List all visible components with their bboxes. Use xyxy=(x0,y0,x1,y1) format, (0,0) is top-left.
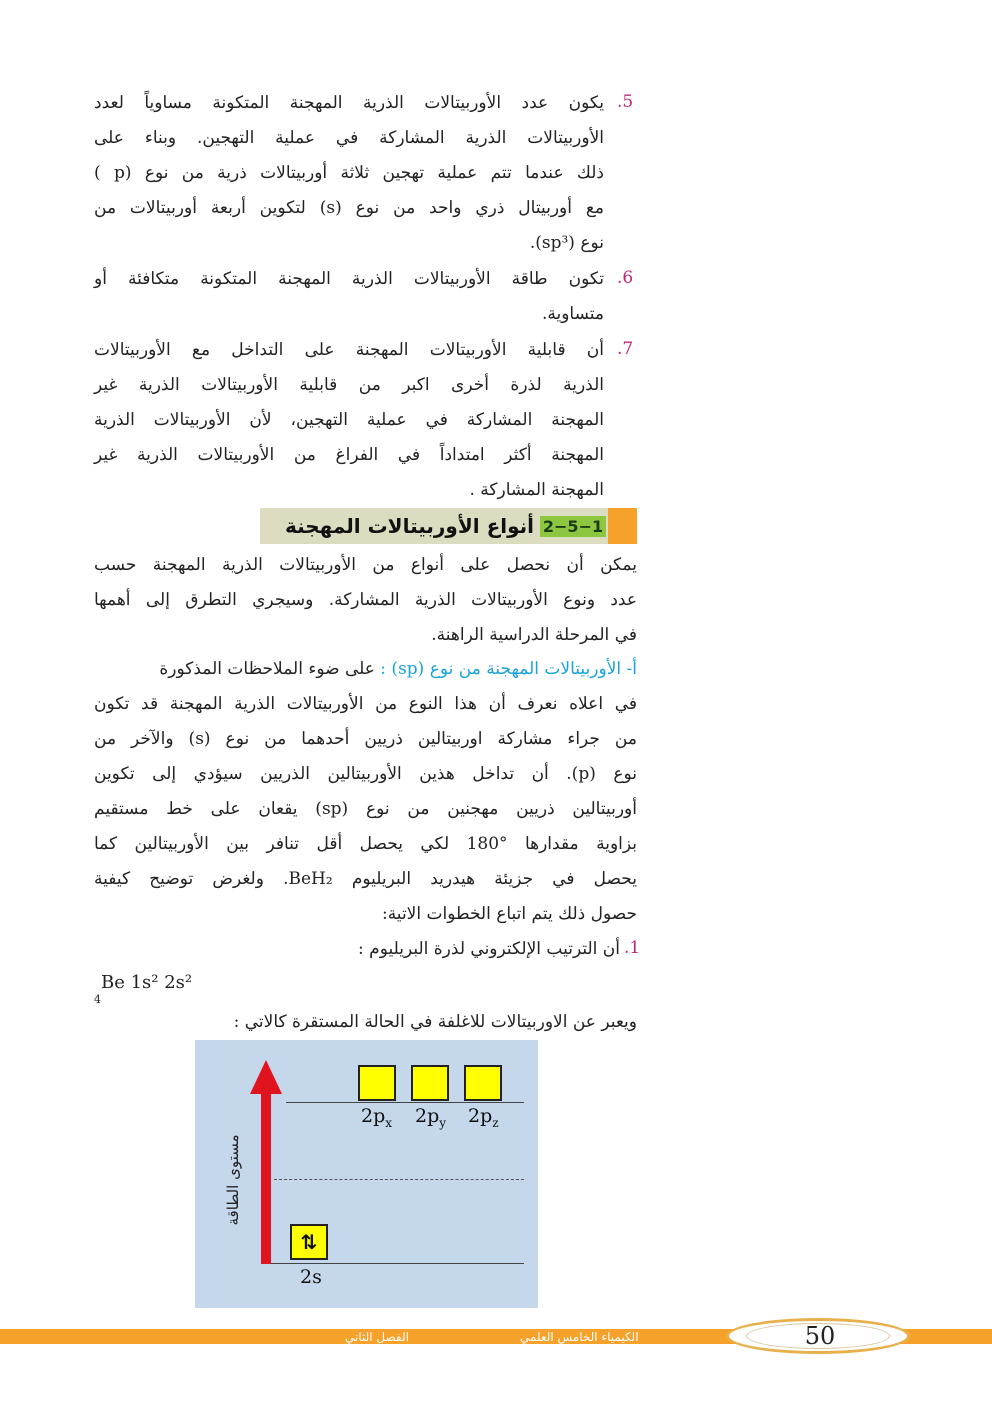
section-title: أنواع الأوربيتالات المهجنة xyxy=(284,514,534,538)
orbital-label-2py-main: 2p xyxy=(415,1105,440,1127)
electron-config-text: Be 1s² 2s² xyxy=(101,972,193,993)
item7-line4: المهجنة أكثر امتداداً في الفراغ من الأوربيتالات الذرية غير xyxy=(94,445,604,465)
item5-line2: الأوربيتالات الذرية المشاركة في عملية التهجين. وبناء على xyxy=(94,128,604,148)
subsection-first-line-rest: على ضوء الملاحظات المذكورة xyxy=(159,659,375,679)
y-axis-label-text: مستوى الطاقة xyxy=(224,1134,242,1226)
item5-line1: يكون عدد الأوربيتالات الذرية المهجنة المتكونة مساوياً لعدد xyxy=(94,93,604,113)
sub-line2: من جراء مشاركة اوربيتالين ذريين أحدهما من نوع (s) والآخر من xyxy=(94,729,637,749)
dashed-level-line xyxy=(274,1179,524,1180)
section-header-accent xyxy=(608,508,637,544)
intro-line2: عدد ونوع الأوربيتالات الذرية المشاركة. وسيجري التطرق إلى أهمها xyxy=(94,590,637,610)
s-level-line xyxy=(270,1263,524,1264)
item7-line5: المهجنة المشاركة . xyxy=(469,480,604,500)
item5-line4: مع أوربيتال ذري واحد من نوع (s) لتكوين أربعة أوربيتالات من xyxy=(94,198,604,218)
step1-number: .1 xyxy=(624,938,641,958)
page-number: 50 xyxy=(804,1322,836,1350)
item7-line1: أن قابلية الأوربيتالات المهجنة على التداخل مع الأوربيتالات xyxy=(94,340,604,360)
paired-electrons-icon: ⇅ xyxy=(300,1230,318,1254)
config-caption: ويعبر عن الاوربيتالات للاغلفة في الحالة المستقرة كالاتي : xyxy=(233,1012,637,1032)
footer-chapter: الفصل الثاني xyxy=(345,1330,409,1344)
orbital-label-2pz xyxy=(468,1105,499,1130)
item5-line5: نوع (sp³). xyxy=(529,233,604,253)
item6-line1: تكون طاقة الأوربيتالات الذرية المهجنة المتكونة متكافئة أو xyxy=(94,269,604,289)
orbital-label-2px-main: 2p xyxy=(361,1105,386,1127)
subsection-heading: أ- الأوربيتالات المهجنة من نوع (sp) : xyxy=(380,659,637,679)
intro-line3: في المرحلة الدراسية الراهنة. xyxy=(431,625,637,645)
item7-line2: الذرية لذرة أخرى اكبر من قابلية الأوربيتالات الذرية غير xyxy=(94,375,604,395)
y-axis-label xyxy=(207,1125,259,1235)
sub-line6: يحصل في جزيئة هيدريد البريليوم BeH₂. ولغرض توضيح كيفية xyxy=(94,869,637,889)
orbital-label-2px xyxy=(361,1105,392,1130)
atomic-number-subscript: 4 xyxy=(94,992,101,1006)
intro-line1: يمكن أن نحصل على أنواع من الأوربيتالات الذرية المهجنة حسب xyxy=(94,555,637,575)
sub-line5: بزاوية مقدارها °180 لكي يحصل أقل تنافر بين الأوربيتالين كما xyxy=(94,834,637,854)
subsection-first-line xyxy=(94,659,637,679)
orbital-label-2py xyxy=(415,1105,446,1130)
item6-line2: متساوية. xyxy=(541,304,604,324)
orbital-box-2s xyxy=(290,1224,328,1260)
item7-line3: المهجنة المشاركة في عملية التهجين، لأن الأوربيتالات الذرية xyxy=(94,410,604,430)
list-number-5: .5 xyxy=(617,92,634,112)
footer-book-title: الكيمياء الخامس العلمي xyxy=(520,1330,639,1344)
orbital-label-2pz-main: 2p xyxy=(468,1105,493,1127)
orbital-box-2px xyxy=(358,1065,396,1101)
p-level-line xyxy=(286,1102,524,1103)
sub-line7: حصول ذلك يتم اتباع الخطوات الاتية: xyxy=(381,904,637,924)
sub-line4: أوربيتالين ذريين مهجنين من نوع (sp) يقعان على خط مستقيم xyxy=(94,799,637,819)
electron-config xyxy=(94,972,193,1006)
section-number: 2−5−1 xyxy=(540,516,606,537)
energy-arrow-head xyxy=(250,1060,282,1094)
list-number-6: .6 xyxy=(617,268,634,288)
orbital-box-2py xyxy=(411,1065,449,1101)
orbital-label-2s: 2s xyxy=(300,1266,322,1288)
orbital-label-2py-sub: y xyxy=(439,1115,447,1130)
item5-line3: ذلك عندما تتم عملية تهجين ثلاثة أوربيتالات ذرية من نوع (p ) xyxy=(94,163,604,183)
orbital-label-2pz-sub: z xyxy=(492,1115,499,1130)
list-number-7: .7 xyxy=(617,339,634,359)
sub-line1: في اعلاه نعرف أن هذا النوع من الأوربيتالات الذرية المهجنة قد تكون xyxy=(94,694,637,714)
orbital-label-2px-sub: x xyxy=(385,1115,393,1130)
orbital-box-2pz xyxy=(464,1065,502,1101)
step1-text: أن الترتيب الإلكتروني لذرة البريليوم : xyxy=(358,939,620,959)
energy-arrow-shaft xyxy=(261,1092,271,1264)
sub-line3: نوع (p). أن تداخل هذين الأوربيتالين الذريين سيؤدي إلى تكوين xyxy=(94,764,637,784)
